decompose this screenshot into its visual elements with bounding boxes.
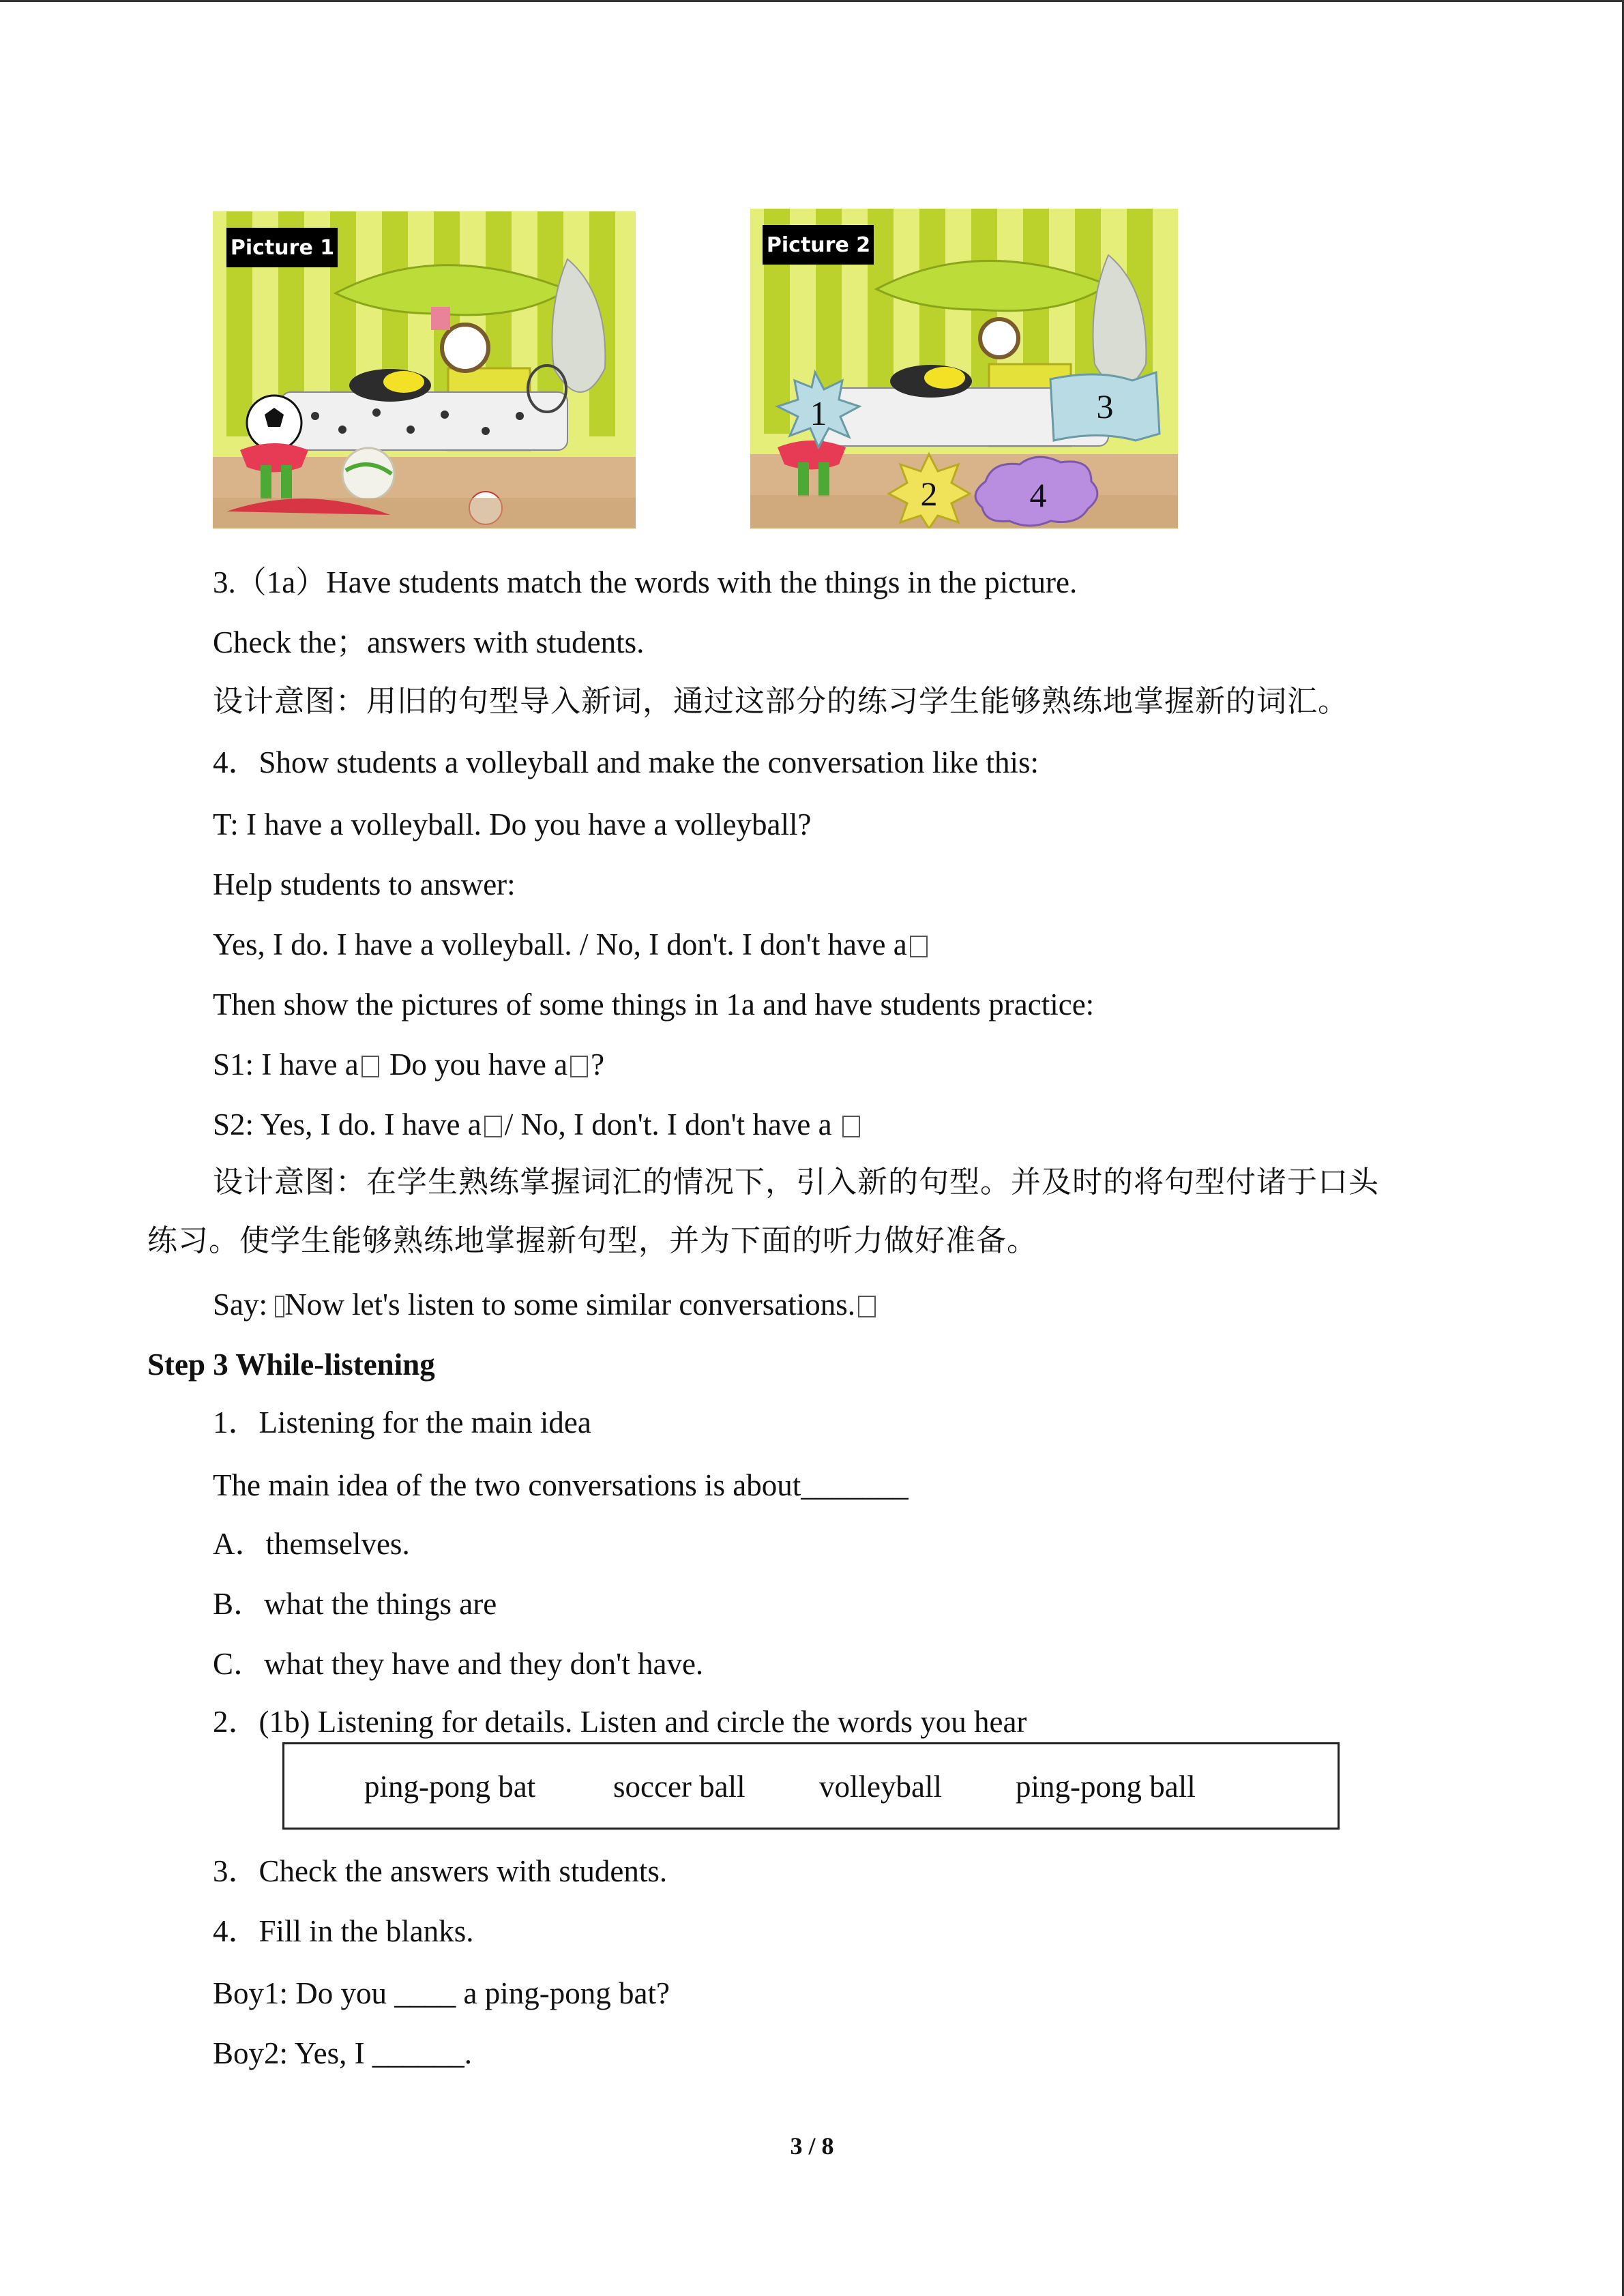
step-3-heading: Step 3 While-listening <box>147 1347 435 1382</box>
text-line-9 <box>213 1045 604 1084</box>
dialogue-boy1: Boy1: Do you ____ a ping-pong bat? <box>213 1976 670 2010</box>
s2-part-b: / No, I don't. I don't have a <box>504 1107 832 1142</box>
callout-3: 3 <box>1096 387 1114 426</box>
callout-2: 2 <box>920 475 938 513</box>
missing-glyph <box>570 1056 588 1077</box>
dialogue-boy2: Boy2: Yes, I ______. <box>213 2036 473 2070</box>
text-line-2: Check the；answers with students. <box>213 625 645 659</box>
say-text: Now let's listen to some similar conversations. <box>284 1287 856 1322</box>
say-label: Say: <box>213 1287 268 1322</box>
word-ping-pong-ball: ping-pong ball <box>1016 1770 1196 1804</box>
option-b: B．what the things are <box>213 1587 497 1621</box>
text-line-5: T: I have a volleyball. Do you have a volleyball? <box>213 807 812 841</box>
text-line-8: Then show the pictures of some things in 1a and have students practice: <box>213 987 1095 1022</box>
s1-part-b: Do you have a <box>389 1047 568 1082</box>
design-intent-1: 设计意图：用旧的句型导入新词，通过这部分的练习学生能够熟练地掌握新的词汇。 <box>213 684 1348 719</box>
text-line-10 <box>213 1105 863 1144</box>
text-line-7 <box>213 925 930 964</box>
s1-part-c: ? <box>591 1047 605 1082</box>
option-c: C．what they have and they don't have. <box>213 1647 704 1681</box>
text-line-1: 3.（1a）Have students match the words with the things in the picture. <box>213 565 1078 599</box>
fill-in-blanks: 4．Fill in the blanks. <box>213 1914 474 1948</box>
main-idea-question: The main idea of the two conversations is about_______ <box>213 1468 909 1502</box>
word-ping-pong-bat: ping-pong bat <box>364 1770 536 1804</box>
picture-2-label: Picture 2 <box>766 233 871 257</box>
text-line-13 <box>213 1285 879 1324</box>
s1-part-a: S1: I have a <box>213 1047 359 1082</box>
picture-1-label: Picture 1 <box>230 236 335 260</box>
missing-glyph <box>858 1296 876 1317</box>
missing-glyph <box>910 936 928 957</box>
missing-glyph <box>275 1296 284 1317</box>
missing-glyph <box>484 1116 502 1137</box>
text-line-4: 4．Show students a volleyball and make the conversation like this: <box>213 745 1039 779</box>
top-border <box>0 0 1624 2</box>
s2-part-a: S2: Yes, I do. I have a <box>213 1107 482 1142</box>
listening-main-idea: 1．Listening for the main idea <box>213 1405 591 1440</box>
text-line-6: Help students to answer: <box>213 867 516 901</box>
page-number: 3 / 8 <box>790 2132 834 2160</box>
check-answers: 3．Check the answers with students. <box>213 1854 668 1888</box>
listening-details: 2．(1b) Listening for details. Listen and circle the words you hear <box>213 1705 1027 1739</box>
callout-4: 4 <box>1029 476 1047 514</box>
design-intent-2-cont: 练习。使学生能够熟练地掌握新句型，并为下面的听力做好准备。 <box>147 1223 1037 1258</box>
callout-1: 1 <box>810 394 827 432</box>
word-volleyball: volleyball <box>819 1770 942 1804</box>
design-intent-2: 设计意图：在学生熟练掌握词汇的情况下，引入新的句型。并及时的将句型付诸于口头 <box>213 1165 1379 1199</box>
missing-glyph <box>842 1116 860 1137</box>
text-line-7-text: Yes, I do. I have a volleyball. / No, I don't. I don't have a <box>213 927 907 961</box>
option-a: A．themselves. <box>213 1527 410 1561</box>
missing-glyph <box>361 1056 379 1077</box>
picture-1 <box>213 211 636 528</box>
word-soccer-ball: soccer ball <box>613 1770 745 1804</box>
word-box <box>282 1742 1340 1830</box>
picture-2 <box>750 209 1178 528</box>
